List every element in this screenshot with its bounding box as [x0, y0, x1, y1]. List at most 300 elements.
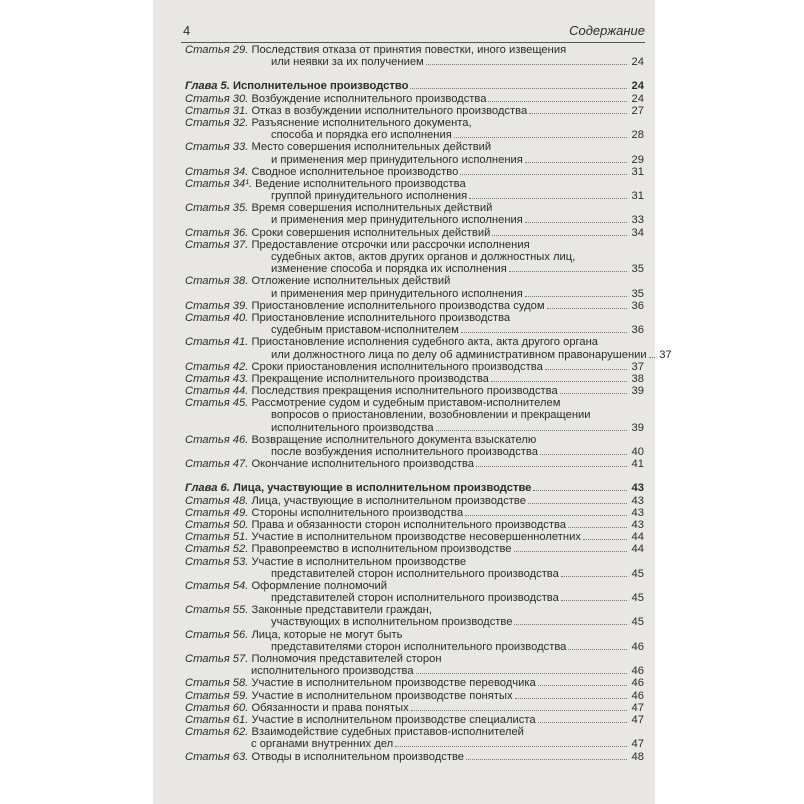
toc-line-text: судебных актов, актов других органов и должностных лиц,	[271, 251, 576, 263]
toc-line-text-wrap	[185, 349, 647, 361]
toc-line-text-wrap	[185, 482, 531, 494]
toc-line	[185, 117, 644, 129]
toc-line-text-wrap	[185, 178, 466, 190]
toc-line-text-wrap	[185, 592, 559, 604]
toc-line	[185, 227, 644, 239]
toc-line	[185, 507, 644, 519]
toc-line	[185, 556, 644, 568]
toc-line	[185, 604, 644, 616]
book-page	[153, 0, 672, 804]
dot-leader	[454, 137, 627, 138]
toc-line-text-wrap	[185, 495, 526, 507]
toc-line-text-wrap	[185, 409, 591, 421]
dot-leader	[460, 174, 627, 175]
toc-entry	[185, 702, 644, 714]
toc-line	[185, 154, 644, 166]
toc-entry	[185, 556, 644, 580]
dot-leader	[514, 624, 627, 625]
toc-line-text: группой принудительного исполнения	[271, 190, 468, 203]
toc-line-text-wrap	[185, 288, 523, 300]
toc-line	[185, 726, 644, 738]
toc-line	[185, 702, 644, 714]
toc-line	[185, 129, 644, 141]
dot-leader	[561, 576, 627, 577]
article-number: Статья 39.	[185, 299, 249, 312]
article-number: Статья 37.	[185, 238, 249, 251]
toc-page-number: 37	[659, 348, 672, 361]
toc-line	[185, 592, 644, 604]
toc-line-text-wrap	[185, 275, 450, 287]
toc-line-text: Лица, которые не могут быть	[251, 628, 403, 641]
dot-leader	[568, 527, 627, 528]
toc-line-text-wrap	[185, 568, 559, 580]
toc-line	[185, 202, 644, 214]
toc-line-text-wrap	[185, 726, 524, 738]
toc-entry	[185, 458, 644, 470]
toc-line	[185, 677, 644, 689]
toc-line-text-wrap	[185, 105, 527, 117]
toc-line-text-wrap	[185, 361, 543, 373]
toc-page-number: 47	[631, 713, 644, 726]
toc-line-text: Отказ в возбуждении исполнительного производства	[251, 104, 528, 117]
toc-entry	[185, 385, 644, 397]
dot-leader	[395, 746, 627, 747]
dot-leader	[416, 673, 627, 674]
toc-entry	[185, 751, 644, 763]
dot-leader	[410, 88, 627, 89]
dot-leader	[476, 466, 627, 467]
toc-entry	[185, 93, 644, 105]
dot-leader	[465, 515, 627, 516]
toc-entry	[185, 105, 644, 117]
toc-page-number: 27	[631, 104, 644, 117]
toc-line-text-wrap	[185, 458, 474, 470]
toc-line-text-wrap	[185, 653, 442, 665]
article-number: Статья 30.	[185, 92, 249, 105]
toc-entry	[185, 300, 644, 312]
toc-line	[185, 336, 644, 348]
toc-line-text-wrap	[185, 154, 523, 166]
toc-line	[185, 324, 644, 336]
toc-line-text-wrap	[185, 543, 512, 555]
toc-line	[185, 543, 644, 555]
toc-page-number: 46	[631, 689, 644, 702]
toc-line-text: вопросов о приостановлении, возобновлении и прекращении	[271, 409, 591, 422]
toc-page-number: 45	[631, 616, 644, 629]
toc-line-text-wrap	[185, 434, 536, 446]
toc-page-number: 24	[631, 80, 644, 93]
toc-line-text: участвующих в исполнительном производстве	[271, 616, 513, 629]
toc-line-text: Оформление полномочий	[251, 579, 387, 592]
article-number: Статья 62.	[185, 726, 249, 739]
dot-leader	[545, 369, 627, 370]
toc-line	[185, 105, 644, 117]
toc-line-text-wrap	[185, 604, 432, 616]
dot-leader	[538, 722, 627, 723]
toc-entry	[185, 531, 644, 543]
page-header	[183, 23, 645, 43]
toc-line-text-wrap	[185, 80, 408, 92]
toc-line-text: или должностного лица по делу об административном правонарушении	[271, 348, 647, 361]
toc-page-number: 47	[631, 701, 644, 714]
toc-line	[185, 422, 644, 434]
toc-line-text-wrap	[185, 324, 459, 336]
toc-entry	[185, 166, 644, 178]
toc-line-text-wrap	[185, 519, 566, 531]
dot-leader	[469, 198, 627, 199]
toc-line-text: Приостановление исполнительного производства	[251, 311, 511, 324]
toc-line-text-wrap	[185, 336, 598, 348]
toc-line-text: Последствия отказа от принятия повестки, иного извещения	[251, 44, 567, 56]
toc-line-text-wrap	[185, 629, 402, 641]
toc-line-text-wrap	[185, 227, 490, 239]
toc-line-text-wrap	[185, 714, 536, 726]
toc-line-text: и применения мер принудительного исполнения	[271, 287, 523, 300]
article-number: Статья 41.	[185, 336, 249, 349]
toc-entry	[185, 275, 644, 299]
table-of-contents	[185, 44, 672, 763]
toc-line-text-wrap	[185, 166, 458, 178]
article-number: Статья 49.	[185, 506, 249, 519]
toc-entry	[185, 604, 644, 628]
toc-line	[185, 580, 644, 592]
article-number: Статья 32.	[185, 116, 249, 129]
toc-line	[185, 361, 644, 373]
toc-line	[185, 434, 644, 446]
toc-line	[185, 446, 644, 458]
header-rule	[181, 42, 645, 43]
toc-entry	[185, 397, 644, 434]
toc-page-number: 24	[631, 56, 644, 69]
toc-line	[185, 714, 644, 726]
toc-line-text: представителями сторон исполнительного производства	[271, 640, 567, 653]
toc-line-text-wrap	[185, 56, 424, 68]
toc-page-number: 34	[631, 226, 644, 239]
toc-entry	[185, 312, 644, 336]
toc-line-text: представителей сторон исполнительного производства	[271, 592, 559, 605]
toc-line	[185, 312, 644, 324]
toc-line	[185, 568, 644, 580]
toc-line	[185, 616, 644, 628]
toc-page-number: 31	[631, 165, 644, 178]
toc-line	[185, 495, 644, 507]
dot-leader	[515, 698, 627, 699]
toc-line-text: с органами внутренних дел	[251, 738, 394, 751]
dot-leader	[488, 101, 627, 102]
dot-leader	[649, 357, 655, 358]
toc-line-text-wrap	[185, 665, 414, 677]
toc-line-text-wrap	[185, 373, 489, 385]
article-number: Статья 43.	[185, 372, 249, 385]
toc-line-text: после возбуждения исполнительного производства	[271, 446, 538, 458]
toc-entry	[185, 677, 644, 689]
toc-line-text: Участие в исполнительном производстве несовершеннолетних	[251, 531, 581, 544]
toc-entry	[185, 239, 644, 276]
toc-line	[185, 300, 644, 312]
article-number: Статья 56.	[185, 628, 249, 641]
toc-chapter	[185, 482, 644, 494]
toc-entry	[185, 714, 644, 726]
article-number: Статья 34.	[185, 165, 249, 178]
page-number: 4	[183, 23, 191, 38]
toc-line-text: Ведение исполнительного производства	[255, 177, 466, 190]
toc-line-text-wrap	[185, 129, 452, 141]
toc-line-text-wrap	[185, 677, 536, 689]
toc-line-text-wrap	[185, 300, 545, 312]
toc-line-text: или неявки за их получением	[271, 56, 424, 69]
toc-line-text-wrap	[185, 263, 507, 275]
toc-line-text: Лица, участвующие в исполнительном производстве	[233, 482, 532, 495]
toc-page-number: 46	[631, 665, 644, 678]
toc-line	[185, 385, 644, 397]
toc-page-number: 33	[631, 214, 644, 227]
toc-line	[185, 239, 644, 251]
article-number: Статья 34¹.	[185, 177, 253, 190]
toc-line-text-wrap	[185, 738, 393, 750]
dot-leader	[492, 235, 627, 236]
toc-line	[185, 263, 644, 275]
toc-line-text: и применения мер принудительного исполнения	[271, 214, 523, 227]
toc-entry	[185, 227, 644, 239]
toc-line-text: и применения мер принудительного исполнения	[271, 153, 523, 166]
toc-page-number: 43	[631, 506, 644, 519]
toc-line	[185, 665, 644, 677]
toc-line-text: Полномочия представителей сторон	[251, 653, 442, 665]
article-number: Статья 33.	[185, 141, 249, 154]
toc-entry	[185, 726, 644, 750]
section-title: Содержание	[569, 23, 645, 38]
toc-line-text-wrap	[185, 690, 513, 702]
toc-line-text: Сроки совершения исполнительных действий	[251, 226, 491, 239]
article-number: Статья 61.	[185, 713, 249, 726]
dot-leader	[533, 490, 627, 491]
toc-page-number: 29	[631, 153, 644, 166]
toc-entry	[185, 653, 644, 677]
toc-line	[185, 397, 644, 409]
toc-line-text-wrap	[185, 422, 434, 434]
toc-page-number: 24	[631, 92, 644, 105]
toc-line-text-wrap	[185, 397, 560, 409]
toc-line-text: Сводное исполнительное производство	[251, 165, 459, 178]
toc-page-number: 43	[631, 494, 644, 507]
dot-leader	[540, 454, 627, 455]
toc-page-number: 44	[631, 531, 644, 544]
toc-entry	[185, 361, 644, 373]
toc-line	[185, 190, 644, 202]
toc-line	[185, 348, 672, 361]
article-number: Статья 57.	[185, 653, 249, 665]
article-number: Статья 53.	[185, 555, 249, 568]
toc-line-text: Сроки приостановления исполнительного производства	[251, 360, 543, 373]
toc-line	[185, 751, 644, 763]
toc-page-number: 43	[631, 518, 644, 531]
toc-line	[185, 288, 644, 300]
toc-page-number: 35	[631, 263, 644, 276]
toc-line-text: Законные представители граждан,	[251, 604, 432, 617]
article-number: Статья 48.	[185, 494, 249, 507]
toc-line-text: Время совершения исполнительных действий	[251, 202, 493, 215]
toc-line-text: Стороны исполнительного производства	[251, 506, 464, 519]
toc-line-text: представителей сторон исполнительного производства	[271, 567, 559, 580]
toc-line-text: Исполнительное производство	[233, 80, 409, 93]
article-number: Статья 36.	[185, 226, 249, 239]
toc-line	[185, 531, 644, 543]
article-number: Статья 47.	[185, 458, 249, 471]
toc-line-text: исполнительного производства	[271, 421, 434, 434]
toc-page-number: 48	[631, 750, 644, 763]
chapter-number: Глава 6.	[185, 482, 230, 495]
toc-line-text-wrap	[185, 616, 512, 628]
toc-line-text: судебным приставом-исполнителем	[271, 324, 459, 337]
toc-line-text-wrap	[185, 239, 530, 251]
dot-leader	[561, 600, 627, 601]
toc-page-number: 36	[631, 324, 644, 337]
toc-page-number: 31	[631, 190, 644, 203]
toc-entry	[185, 178, 644, 202]
dot-leader	[509, 271, 627, 272]
toc-line-text: исполнительного производства	[251, 665, 414, 678]
toc-line-text: Участие в исполнительном производстве	[251, 555, 467, 568]
article-number: Статья 50.	[185, 518, 249, 531]
toc-entry	[185, 202, 644, 226]
toc-entry	[185, 507, 644, 519]
dot-leader	[426, 64, 627, 65]
toc-page-number: 46	[631, 640, 644, 653]
toc-line-text-wrap	[185, 385, 558, 397]
toc-line	[185, 80, 644, 92]
dot-leader	[547, 308, 627, 309]
dot-leader	[529, 113, 627, 114]
article-number: Статья 35.	[185, 202, 249, 215]
toc-line	[185, 44, 644, 56]
article-number: Статья 54.	[185, 579, 249, 592]
toc-page-number: 37	[631, 360, 644, 373]
article-number: Статья 31.	[185, 104, 249, 117]
toc-line-text: изменение способа и порядка их исполнения	[271, 263, 507, 276]
toc-line-text: Прекращение исполнительного производства	[251, 372, 489, 385]
toc-line	[185, 56, 644, 68]
dot-leader	[436, 430, 627, 431]
toc-line-text: Приостановление исполнительного производства судом	[251, 299, 545, 312]
toc-entry	[185, 434, 644, 458]
article-number: Статья 42.	[185, 360, 249, 373]
toc-line-text: Отложение исполнительных действий	[251, 275, 451, 288]
toc-entry	[185, 495, 644, 507]
toc-line-text: Место совершения исполнительных действий	[251, 141, 492, 154]
toc-line-text: Взаимодействие судебных приставов-исполнителей	[251, 726, 524, 739]
article-number: Статья 29.	[185, 44, 249, 56]
dot-leader	[411, 710, 627, 711]
toc-line-text-wrap	[185, 446, 538, 458]
toc-line	[185, 275, 644, 287]
toc-page-number: 46	[631, 677, 644, 690]
toc-page-number: 45	[631, 592, 644, 605]
dot-leader	[525, 296, 627, 297]
toc-line	[185, 690, 644, 702]
toc-page-number: 45	[631, 567, 644, 580]
toc-line-text: Лица, участвующие в исполнительном производстве	[251, 494, 526, 507]
toc-page-number: 43	[631, 482, 644, 495]
article-number: Статья 45.	[185, 397, 249, 410]
dot-leader	[583, 539, 627, 540]
toc-line-text: Обязанности и права понятых	[251, 701, 409, 714]
toc-line-text-wrap	[185, 531, 581, 543]
toc-line	[185, 629, 644, 641]
article-number: Статья 52.	[185, 543, 249, 556]
toc-line-text-wrap	[185, 214, 523, 226]
toc-line-text: способа и порядка его исполнения	[271, 129, 452, 142]
dot-leader	[461, 332, 627, 333]
dot-leader	[560, 393, 627, 394]
toc-page-number: 38	[631, 372, 644, 385]
toc-line	[185, 178, 644, 190]
toc-entry	[185, 543, 644, 555]
toc-line	[185, 141, 644, 153]
toc-entry	[185, 519, 644, 531]
article-number: Статья 44.	[185, 385, 249, 398]
toc-line-text: Отводы в исполнительном производстве	[251, 750, 464, 763]
toc-page-number: 40	[631, 446, 644, 458]
toc-page-number: 35	[631, 287, 644, 300]
article-number: Статья 38.	[185, 275, 249, 288]
toc-page-number: 39	[631, 385, 644, 398]
dot-leader	[528, 503, 627, 504]
article-number: Статья 40.	[185, 311, 249, 324]
toc-line-text-wrap	[185, 93, 486, 105]
toc-line	[185, 214, 644, 226]
toc-line-text-wrap	[185, 702, 409, 714]
toc-entry	[185, 44, 644, 68]
dot-leader	[525, 162, 627, 163]
dot-leader	[525, 222, 627, 223]
toc-line-text-wrap	[185, 251, 575, 263]
article-number: Статья 55.	[185, 604, 249, 617]
article-number: Статья 60.	[185, 701, 249, 714]
toc-line	[185, 409, 644, 421]
dot-leader	[538, 685, 627, 686]
toc-line-text: Возвращение исполнительного документа взыскателю	[251, 433, 537, 446]
toc-line-text: Приостановление исполнения судебного акта, акта другого органа	[251, 336, 598, 349]
toc-page-number: 39	[631, 421, 644, 434]
toc-line-text-wrap	[185, 190, 467, 202]
toc-entry	[185, 117, 644, 141]
toc-line-text-wrap	[185, 202, 492, 214]
toc-line	[185, 653, 644, 665]
toc-line-text: Права и обязанности сторон исполнительного производства	[251, 518, 566, 531]
toc-page-number: 36	[631, 299, 644, 312]
toc-line	[185, 482, 644, 494]
toc-line-text-wrap	[185, 751, 464, 763]
toc-line-text: Участие в исполнительном производстве понятых	[251, 689, 513, 702]
toc-page-number: 41	[631, 458, 644, 471]
toc-line-text: Участие в исполнительном производстве переводчика	[251, 677, 536, 690]
dot-leader	[568, 649, 627, 650]
toc-line-text: Разъяснение исполнительного документа,	[251, 116, 472, 129]
article-number: Статья 58.	[185, 677, 249, 690]
toc-entry	[185, 373, 644, 385]
toc-line-text-wrap	[185, 141, 491, 153]
toc-line	[185, 93, 644, 105]
toc-line-text-wrap	[185, 641, 566, 653]
article-number: Статья 63.	[185, 750, 249, 763]
toc-line	[185, 458, 644, 470]
article-number: Статья 59.	[185, 689, 249, 702]
toc-page-number: 44	[631, 543, 644, 556]
toc-page-number: 28	[631, 129, 644, 142]
article-number: Статья 51.	[185, 531, 249, 544]
toc-line-text: Последствия прекращения исполнительного производства	[251, 385, 558, 398]
toc-line-text: Возбуждение исполнительного производства	[251, 92, 487, 105]
